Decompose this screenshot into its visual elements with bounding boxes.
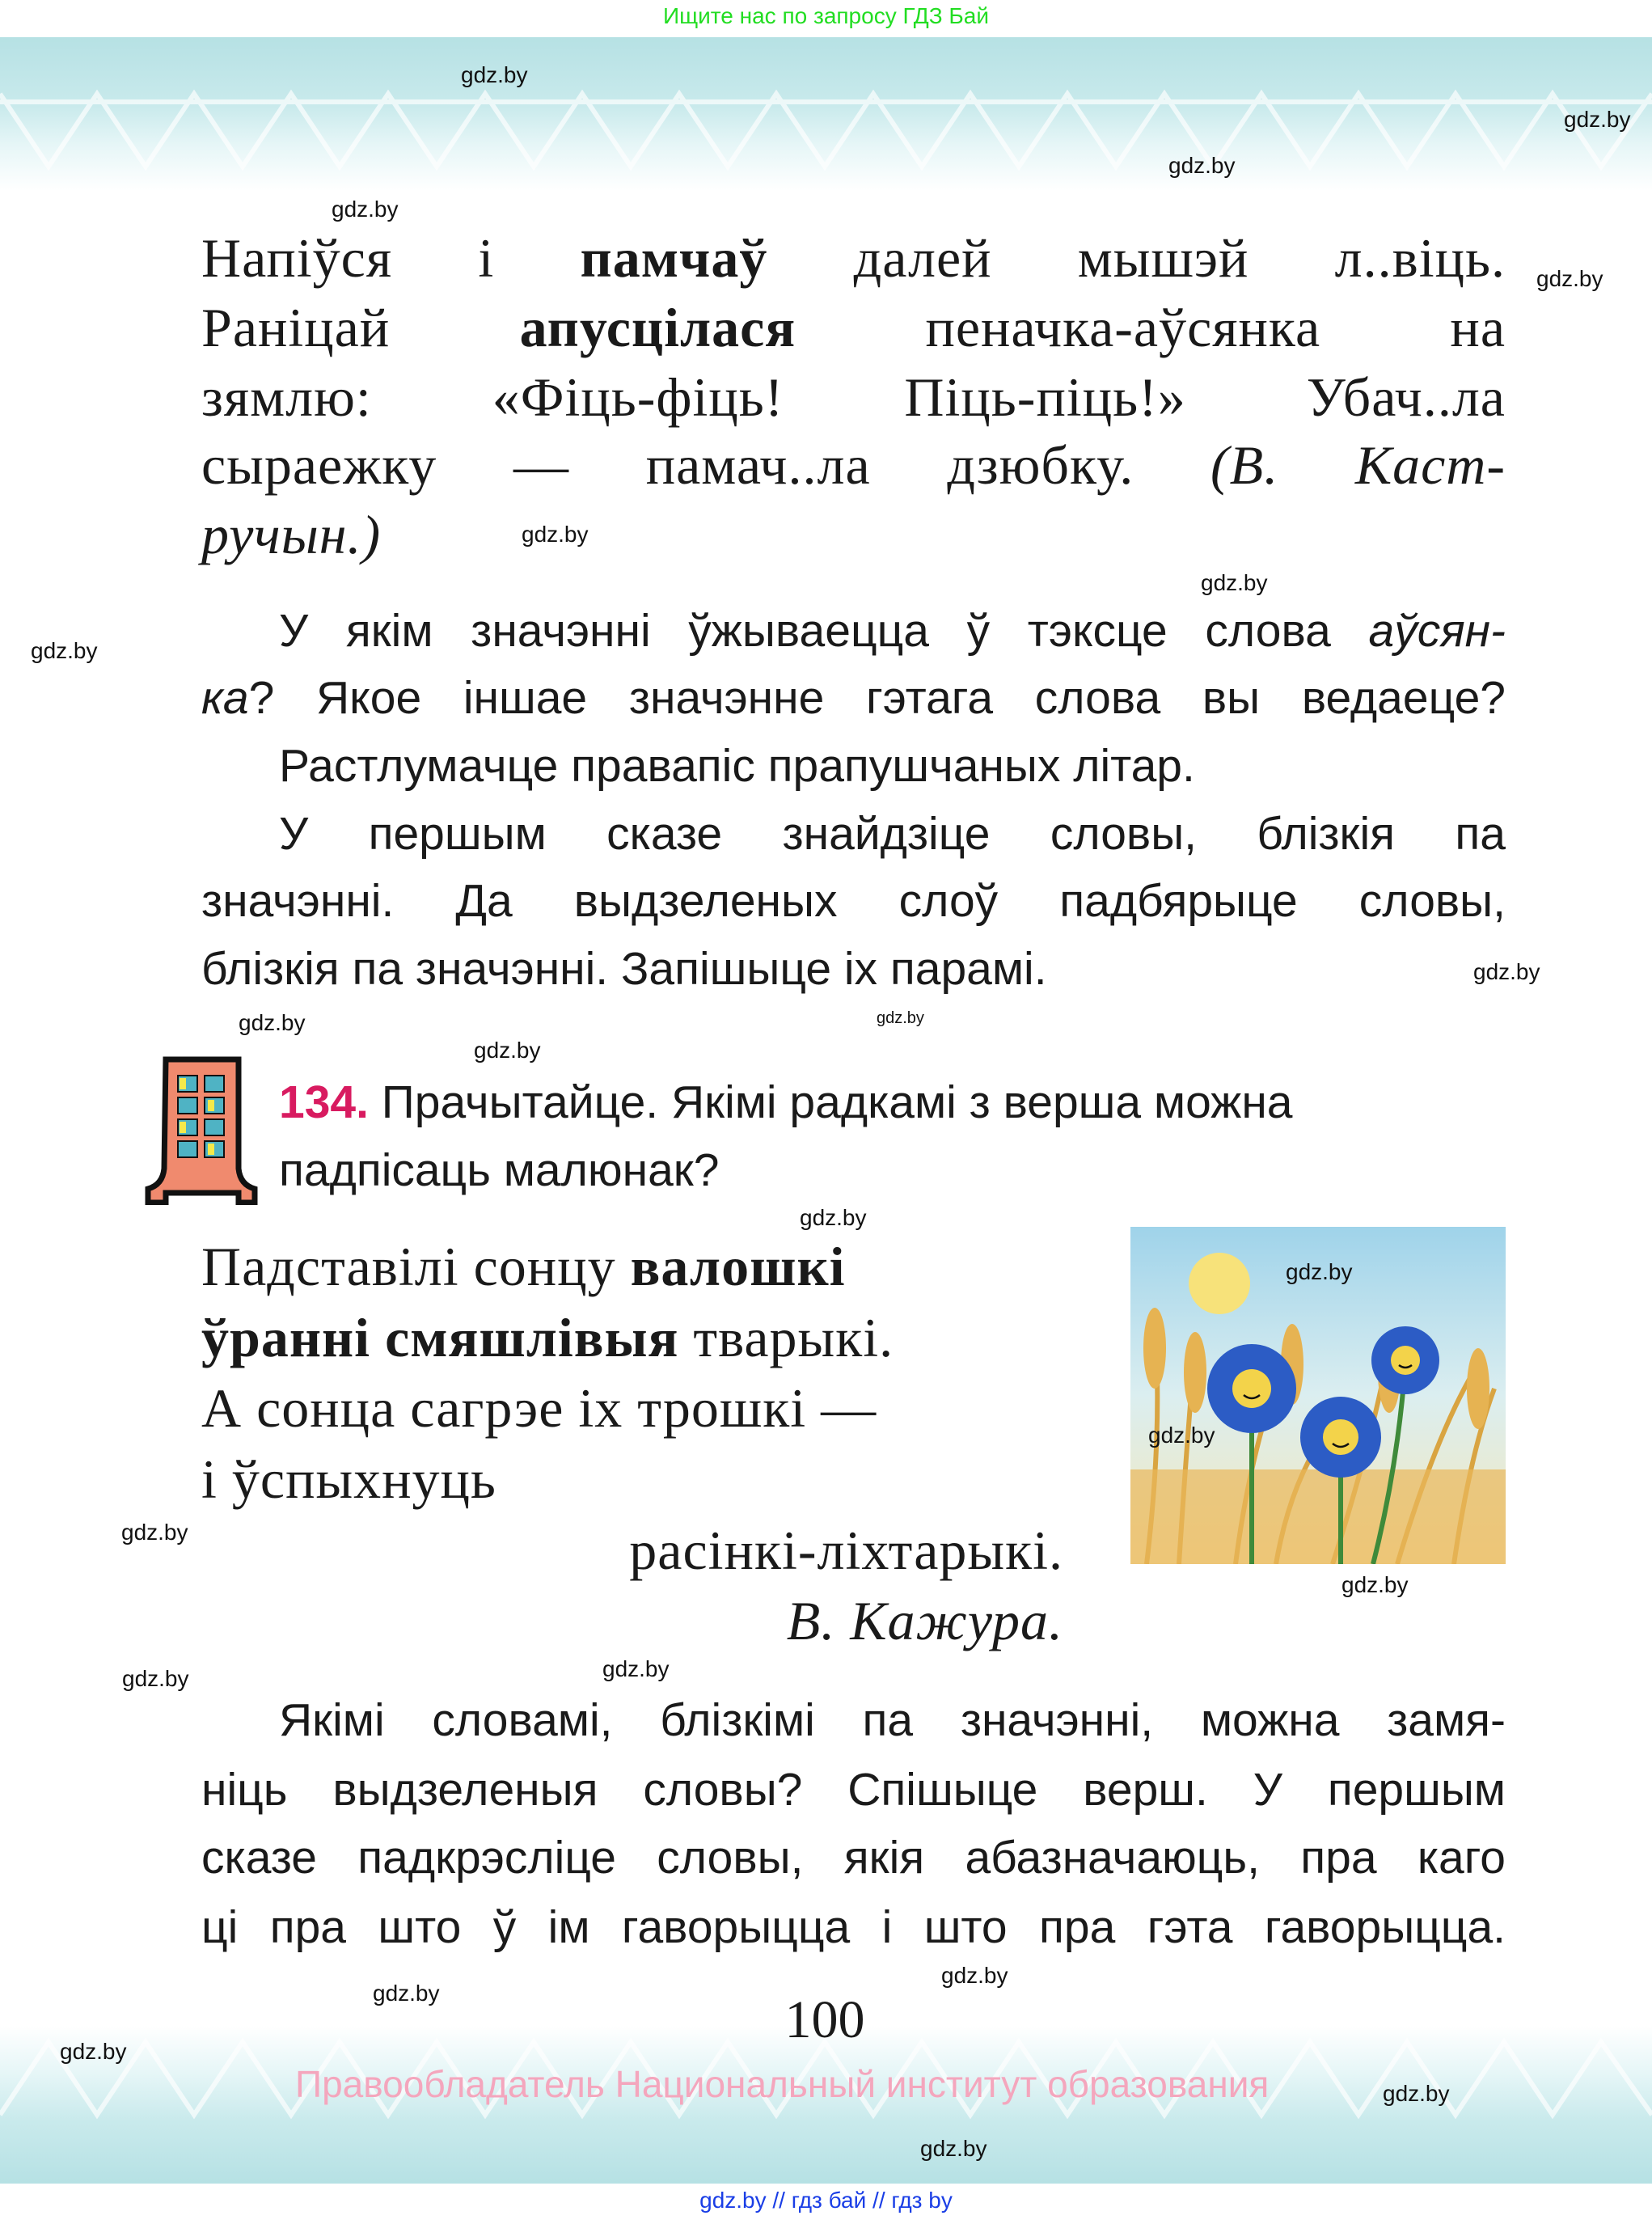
highlighted-word: апусцілася (519, 297, 796, 358)
question-line (201, 867, 1506, 935)
text-segment: Раніцай (201, 297, 520, 358)
text-line (201, 431, 1506, 500)
text-line (201, 294, 1506, 362)
text-segment: тварыкі. (678, 1307, 894, 1368)
watermark: gdz.by (239, 1010, 306, 1035)
watermark: gdz.by (941, 1963, 1008, 1988)
text-segment: ніць выдзеленыя словы? Спішыце верш. У першым (201, 1764, 1506, 1816)
exercise-reading-icon (142, 1055, 259, 1205)
sun-icon (1189, 1253, 1250, 1314)
copyright-notice: Правообладатель Национальный институт образования (295, 2063, 1270, 2105)
text-line (201, 224, 1506, 293)
text-segment: падпісаць малюнак? (279, 1144, 720, 1196)
watermark: gdz.by (800, 1205, 867, 1230)
poem-line (787, 1587, 1063, 1655)
text-segment: Растлумачце правапіс прапушчаных літар. (279, 740, 1195, 792)
footer-links[interactable]: gdz.by // гдз бай // гдз by (699, 2188, 953, 2213)
watermark: gdz.by (373, 1981, 440, 2006)
highlighted-word: валошкі (630, 1236, 846, 1297)
exercise-line (279, 1136, 719, 1204)
task-line (279, 1686, 1506, 1754)
watermark: gdz.by (60, 2039, 127, 2064)
watermark: gdz.by (1201, 570, 1268, 595)
watermark: gdz.by (121, 1520, 188, 1545)
text-segment: Напіўся і (201, 227, 581, 289)
text-segment: значэнні. Да выдзеленых слоў падбярыце словы, (201, 875, 1506, 927)
poem-line (201, 1304, 894, 1372)
text-segment: расінкі-ліхтарыкі. (629, 1520, 1063, 1581)
italic-text: аўсян- (1368, 605, 1506, 657)
text-segment: Прачытайце. Якімі радкамі з верша можна (381, 1076, 1293, 1128)
watermark: gdz.by (1341, 1572, 1409, 1597)
text-segment: Якімі словамі, блізкімі па значэнні, можна замя- (279, 1694, 1506, 1746)
text-line (201, 363, 1506, 432)
exercise-number: 134. (279, 1076, 369, 1128)
question-line (279, 597, 1506, 665)
italic-text: (В. Каст- (1210, 434, 1506, 496)
page-number: 100 (784, 1990, 865, 2049)
watermark: gdz.by (1148, 1423, 1215, 1448)
poem-line (201, 1374, 877, 1443)
text-segment: А сонца сагрэе іх трошкі — (201, 1377, 877, 1439)
text-segment: У першым сказе знайдзіце словы, блізкія па (279, 808, 1506, 860)
question-line (201, 664, 1506, 732)
watermark: gdz.by (522, 522, 589, 547)
task-line (201, 1756, 1506, 1824)
text-segment: зямлю: «Фіць-фіць! Піць-піць!» Убач..ла (201, 366, 1506, 428)
text-segment: У якім значэнні ўжываецца ў тэксце слова (279, 605, 1369, 657)
watermark: gdz.by (602, 1656, 670, 1681)
italic-text: ка (201, 672, 249, 724)
question-line (279, 732, 1195, 800)
text-segment: блізкія па значэнні. Запішыце іх парамі. (201, 943, 1047, 995)
watermark: gdz.by (474, 1038, 541, 1063)
text-segment: ці пра што ў ім гаворыцца і што пра гэта гаворыцца. (201, 1901, 1506, 1953)
poem-line (629, 1516, 1063, 1585)
question-line (279, 800, 1506, 868)
text-line (201, 501, 381, 569)
text-segment: Падставілі сонцу (201, 1236, 631, 1297)
text-segment: пеначка-аўсянка на (796, 297, 1506, 358)
watermark: gdz.by (1383, 2081, 1450, 2106)
text-segment: сказе падкрэсліце словы, якія абазначаюць, пра каго (201, 1832, 1506, 1884)
poem-line (201, 1233, 846, 1301)
text-segment: сыраежку — памач..ла дзюбку. (201, 434, 1211, 496)
text-segment: далей мышэй л..віць. (767, 227, 1506, 289)
decorative-header-band (0, 37, 1652, 191)
task-line (201, 1824, 1506, 1892)
watermark: gdz.by (1286, 1259, 1353, 1284)
italic-text: В. Кажура. (786, 1590, 1063, 1651)
task-line (201, 1893, 1506, 1961)
watermark: gdz.by (332, 197, 399, 222)
ornament-pattern-icon (0, 86, 1652, 183)
text-segment: і ўспыхнуць (201, 1448, 496, 1510)
watermark: gdz.by (877, 1009, 924, 1027)
watermark: gdz.by (920, 2136, 987, 2161)
text-segment: ? Якое іншае значэнне гэтага слова вы ведаеце? (248, 672, 1506, 724)
highlighted-word: ўранні смяшлівыя (201, 1307, 679, 1368)
italic-text: ручын.) (201, 504, 382, 565)
promo-banner-text[interactable]: Ищите нас по запросу ГДЗ Бай (662, 3, 990, 28)
question-line (201, 935, 1047, 1003)
poem-line (201, 1445, 496, 1514)
watermark: gdz.by (461, 62, 528, 87)
watermark: gdz.by (1564, 107, 1631, 132)
watermark: gdz.by (122, 1666, 189, 1691)
watermark: gdz.by (31, 638, 98, 663)
highlighted-word: памчаў (580, 227, 768, 289)
watermark: gdz.by (1536, 266, 1603, 291)
watermark: gdz.by (1473, 959, 1540, 984)
watermark: gdz.by (1168, 153, 1236, 178)
exercise-line (279, 1068, 1293, 1136)
